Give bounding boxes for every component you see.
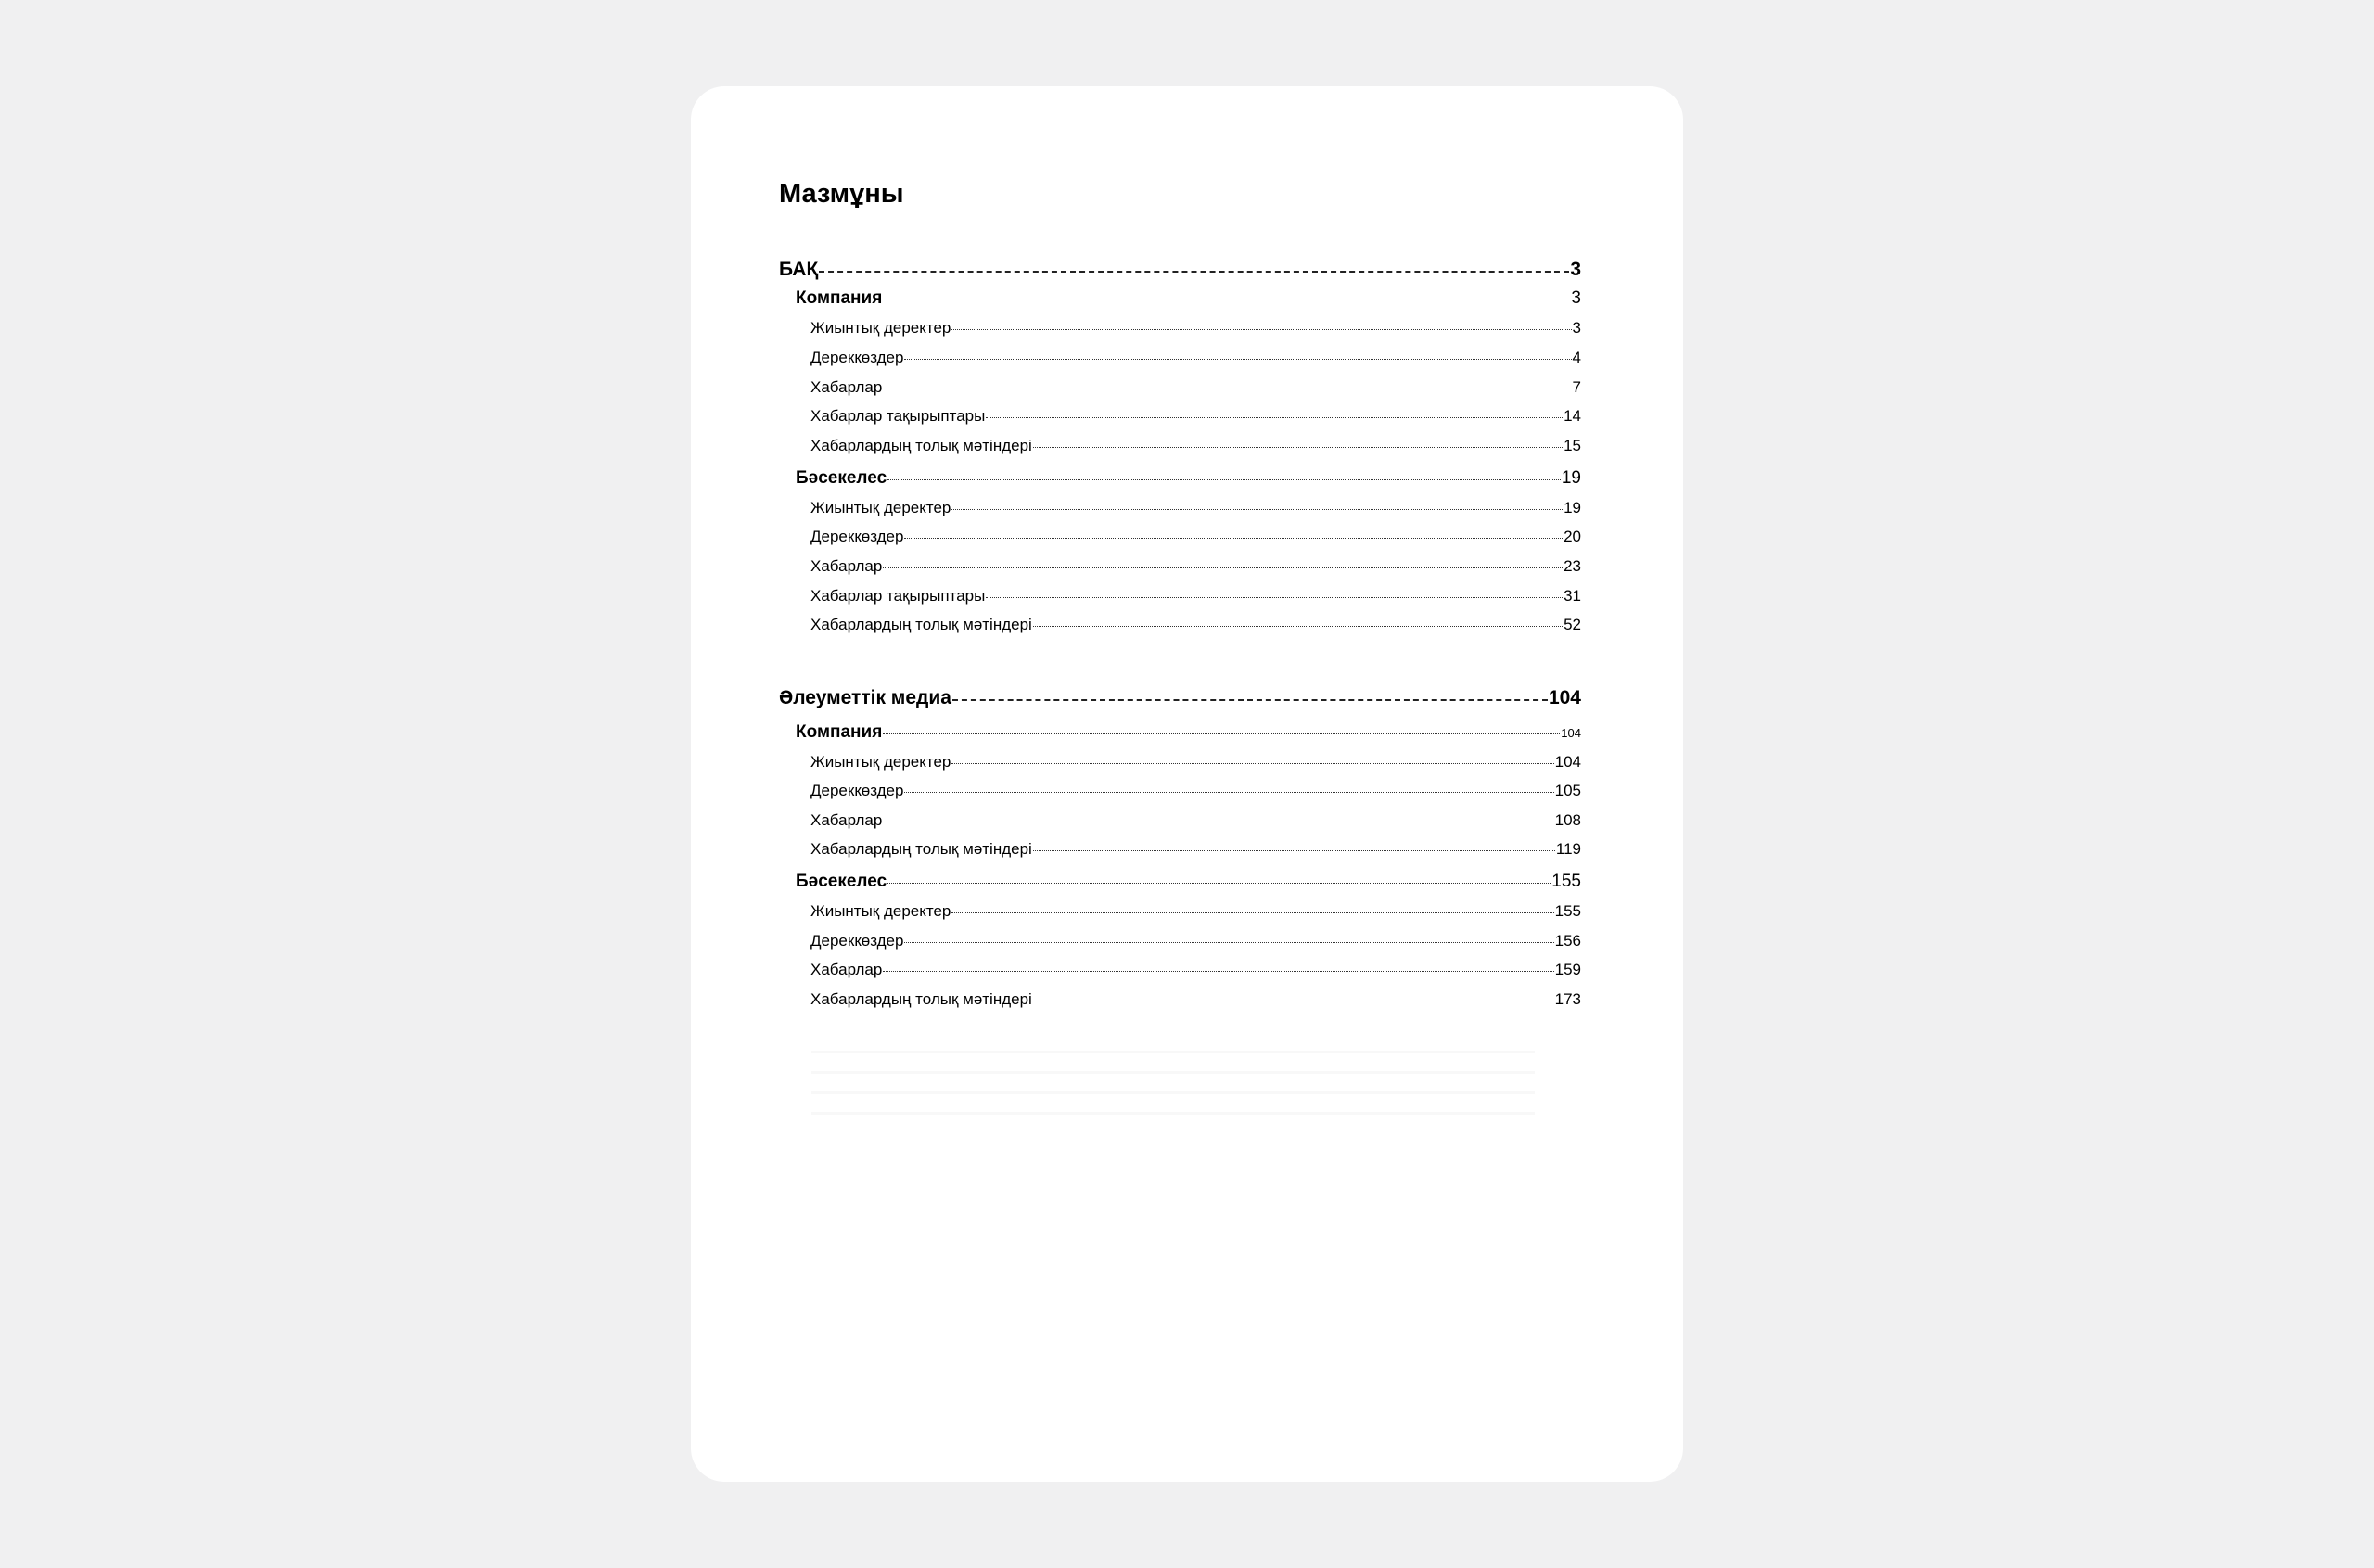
toc-leader bbox=[1033, 850, 1555, 851]
toc-leader bbox=[986, 597, 1563, 598]
toc-page-number: 31 bbox=[1564, 587, 1581, 605]
toc-item[interactable] bbox=[810, 840, 1581, 859]
toc-item[interactable] bbox=[810, 378, 1581, 397]
toc-item-label: Хабарлар bbox=[810, 378, 883, 396]
toc-leader bbox=[951, 509, 1563, 510]
toc-leader bbox=[883, 971, 1553, 972]
toc-group-label: Бәсекелес bbox=[796, 872, 887, 891]
toc-item-label: Хабарлардың толық мәтіндері bbox=[810, 990, 1032, 1008]
toc-group-company[interactable] bbox=[796, 288, 1581, 309]
toc-item-label: Хабарлардың толық мәтіндері bbox=[810, 437, 1032, 454]
toc-group-label: Компания bbox=[796, 288, 883, 308]
toc-group-competitor[interactable] bbox=[796, 872, 1581, 892]
toc-item[interactable] bbox=[810, 753, 1581, 771]
toc-section-social-media[interactable] bbox=[779, 687, 1581, 709]
toc-page-number: 20 bbox=[1564, 528, 1581, 545]
toc-item[interactable] bbox=[810, 811, 1581, 830]
toc-item[interactable] bbox=[810, 961, 1581, 979]
toc-group-competitor[interactable] bbox=[796, 468, 1581, 489]
toc-item-label: Хабарлардың толық мәтіндері bbox=[810, 840, 1032, 858]
toc-leader bbox=[904, 359, 1571, 360]
toc-item-label: Дереккөздер bbox=[810, 782, 904, 799]
toc-leader bbox=[904, 942, 1553, 943]
toc-group-label: Бәсекелес bbox=[796, 468, 887, 488]
toc-item[interactable] bbox=[810, 587, 1581, 606]
toc-item-label: Хабарлар bbox=[810, 961, 883, 978]
toc-item[interactable] bbox=[810, 319, 1581, 338]
toc-page-number: 155 bbox=[1554, 902, 1581, 920]
toc-item[interactable] bbox=[810, 990, 1581, 1009]
faded-scan-artifact bbox=[811, 1051, 1535, 1115]
toc-page-number: 52 bbox=[1564, 616, 1581, 633]
toc-page-number: 19 bbox=[1564, 499, 1581, 516]
toc-item[interactable] bbox=[810, 616, 1581, 634]
toc-section-media[interactable] bbox=[779, 259, 1581, 281]
toc-page-number: 15 bbox=[1564, 437, 1581, 454]
toc-page-number: 104 bbox=[1548, 687, 1581, 708]
toc-leader bbox=[904, 792, 1553, 793]
document-page bbox=[691, 86, 1683, 1482]
toc-item[interactable] bbox=[810, 932, 1581, 950]
toc-group-label: Компания bbox=[796, 722, 883, 742]
toc-item[interactable] bbox=[810, 499, 1581, 517]
toc-page-number: 173 bbox=[1554, 990, 1581, 1008]
toc-leader bbox=[883, 567, 1563, 568]
toc-item-label: Хабарлар тақырыптары bbox=[810, 587, 986, 605]
toc-page-number: 3 bbox=[1570, 259, 1581, 280]
toc-item-label: Жиынтық деректер bbox=[810, 753, 951, 771]
toc-page-number: 155 bbox=[1551, 872, 1581, 891]
toc-leader bbox=[887, 883, 1551, 884]
toc-item[interactable] bbox=[810, 902, 1581, 921]
toc-leader bbox=[819, 271, 1569, 273]
toc-item-label: Хабарлардың толық мәтіндері bbox=[810, 616, 1032, 633]
toc-section-label: БАҚ bbox=[779, 259, 819, 280]
toc-item[interactable] bbox=[810, 528, 1581, 546]
toc-item-label: Дереккөздер bbox=[810, 349, 904, 366]
toc-page-number: 4 bbox=[1572, 349, 1581, 366]
toc-page-number: 23 bbox=[1564, 557, 1581, 575]
toc-item-label: Жиынтық деректер bbox=[810, 319, 951, 337]
toc-item[interactable] bbox=[810, 782, 1581, 800]
toc-group-company[interactable] bbox=[796, 722, 1581, 743]
toc-item-label: Хабарлар bbox=[810, 557, 883, 575]
toc-leader bbox=[887, 479, 1561, 480]
toc-page-number: 3 bbox=[1572, 319, 1581, 337]
toc-item[interactable] bbox=[810, 407, 1581, 426]
toc-item-label: Дереккөздер bbox=[810, 528, 904, 545]
toc-item-label: Хабарлар bbox=[810, 811, 883, 829]
toc-item-label: Хабарлар тақырыптары bbox=[810, 407, 986, 425]
toc-page-number: 7 bbox=[1572, 378, 1581, 396]
toc-section-label: Әлеуметтік медиа bbox=[779, 687, 951, 708]
toc-leader bbox=[883, 733, 1560, 734]
toc-page-number: 19 bbox=[1561, 468, 1581, 488]
toc-item[interactable] bbox=[810, 437, 1581, 455]
toc-page-number: 3 bbox=[1571, 288, 1581, 308]
toc-item[interactable] bbox=[810, 557, 1581, 576]
toc-page-number: 104 bbox=[1554, 753, 1581, 771]
toc-item[interactable] bbox=[810, 349, 1581, 367]
toc-leader bbox=[951, 912, 1553, 913]
toc-leader bbox=[951, 763, 1553, 764]
toc-leader bbox=[1033, 626, 1563, 627]
toc-item-label: Жиынтық деректер bbox=[810, 499, 951, 516]
toc-leader bbox=[951, 329, 1571, 330]
toc-page-number: 156 bbox=[1554, 932, 1581, 950]
toc-item-label: Жиынтық деректер bbox=[810, 902, 951, 920]
toc-leader bbox=[904, 538, 1563, 539]
toc-item-label: Дереккөздер bbox=[810, 932, 904, 950]
toc-leader bbox=[952, 699, 1548, 701]
toc-page-number: 108 bbox=[1554, 811, 1581, 829]
toc-page-number: 159 bbox=[1554, 961, 1581, 978]
toc-leader bbox=[1033, 447, 1563, 448]
toc-page-number: 14 bbox=[1564, 407, 1581, 425]
toc-page-number: 105 bbox=[1554, 782, 1581, 799]
toc-page-number: 119 bbox=[1555, 840, 1581, 858]
toc-page-number: 104 bbox=[1561, 726, 1581, 740]
toc-leader bbox=[986, 417, 1563, 418]
page-title: Мазмұны bbox=[779, 179, 904, 209]
